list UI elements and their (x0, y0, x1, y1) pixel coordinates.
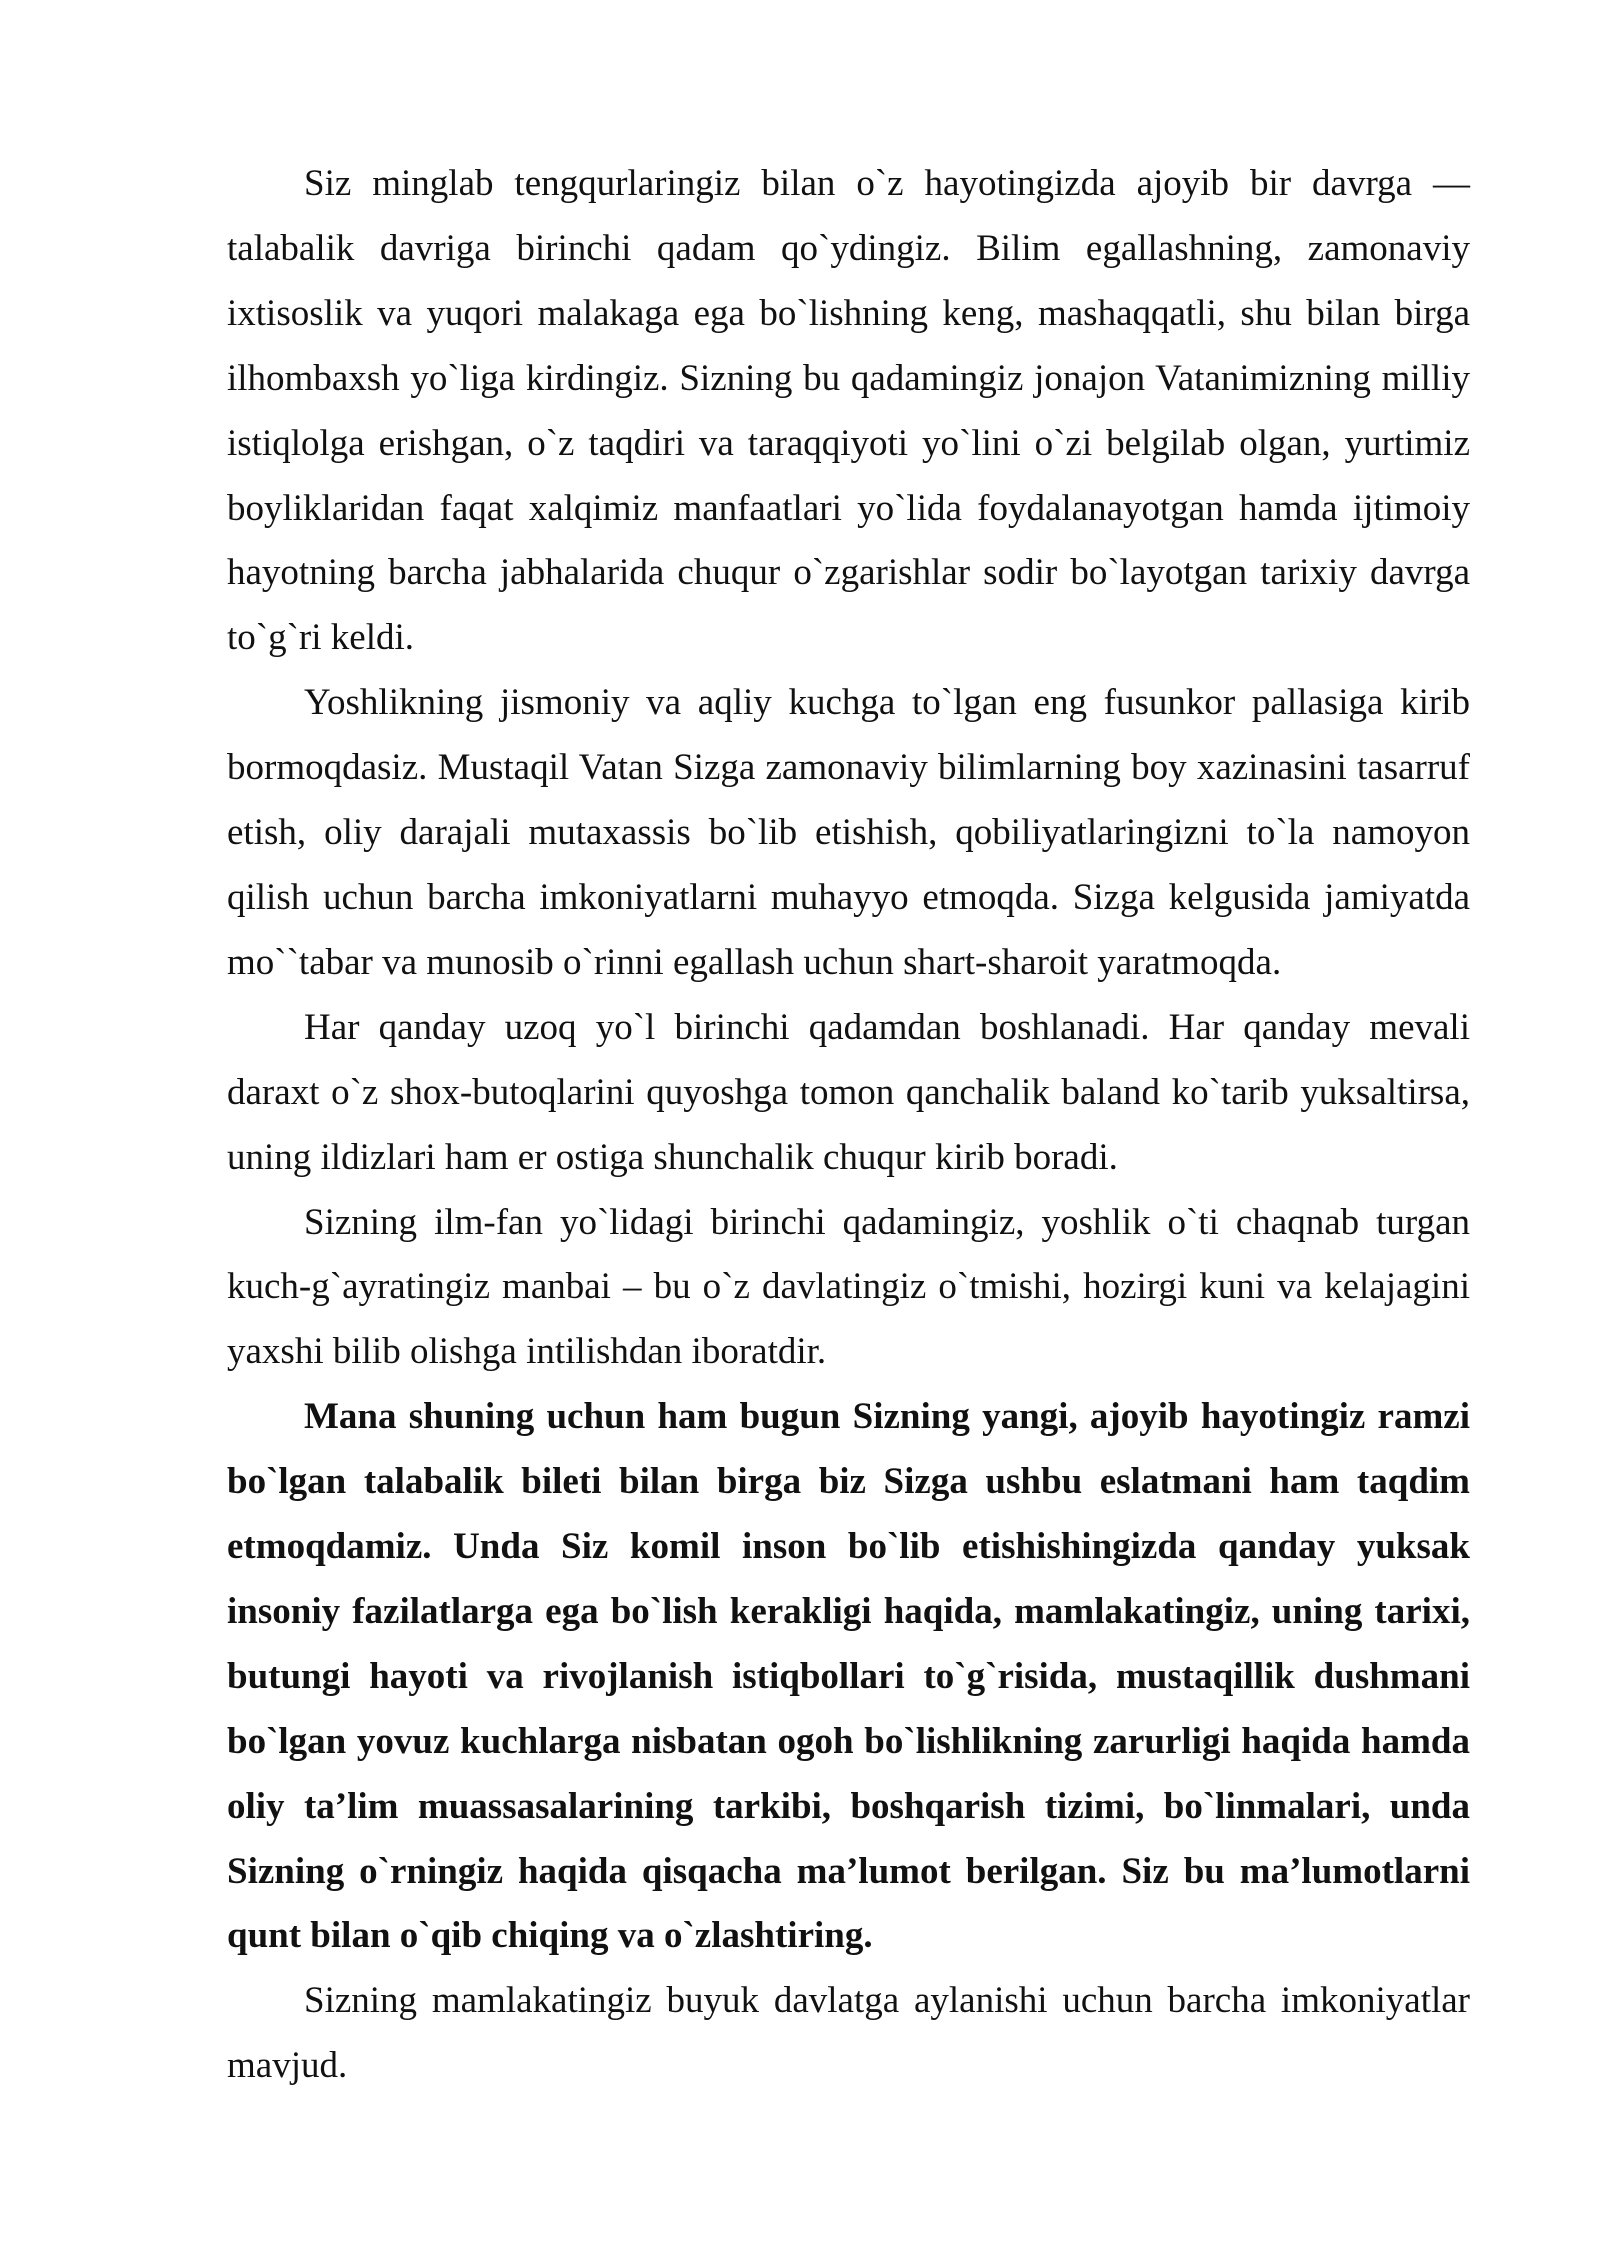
paragraph-closing: Sizning mamlakatingiz buyuk davlatga aylanishi uchun barcha imkoniyatlar mavjud. (227, 1980, 1470, 2087)
paragraph-reminder-bold: Mana shuning uchun ham bugun Sizning yangi, ajoyib hayotingiz ramzi bo`lgan talabalik bileti bilan birga biz Sizga ushbu eslatmani ham taqdim etmoqdamiz. Unda Siz komil inson bo`lib etishishingizda qanday yuksak insoniy fazilatlarga ega bo`lish kerakligi haqida, mamlakatingiz, uning tarixi, butungi hayoti va rivojlanish istiqbollari to`g`risida, mustaqillik dushmani bo`lgan yovuz kuchlarga nisbatan ogoh bo`lishlikning zarurligi haqida hamda oliy ta’lim muassasalarining tarkibi, boshqarish tizimi, bo`linmalari, unda Sizning o`rningiz haqida qisqacha ma’lumot berilgan. Siz bu ma’lumotlarni qunt bilan o`qib chiqing va o`zlashtiring. (227, 1396, 1470, 1957)
paragraph-first-step: Har qanday uzoq yo`l birinchi qadamdan boshlanadi. Har qanday mevali daraxt o`z shox-butoqlarini quyoshga tomon qanchalik baland ko`tarib yuksaltirsa, uning ildizlari ham er ostiga shunchalik chuqur kirib boradi. (227, 1006, 1470, 1178)
paragraph-science-path: Sizning ilm-fan yo`lidagi birinchi qadamingiz, yoshlik o`ti chaqnab turgan kuch-g`ayratingiz manbai – bu o`z davlatingiz o`tmishi, hozirgi kuni va kelajagini yaxshi bilib olishga intilishdan iboratdir. (227, 1201, 1470, 1373)
document-page (227, 152, 1470, 2099)
paragraph-youth: Yoshlikning jismoniy va aqliy kuchga to`lgan eng fusunkor pallasiga kirib bormoqdasiz. Mustaqil Vatan Sizga zamonaviy bilimlarning boy xazinasini tasarruf etish, oliy darajali mutaxassis bo`lib etishish, qobiliyatlaringizni to`la namoyon qilish uchun barcha imkoniyatlarni muhayyo etmoqda. Sizga kelgusida jamiyatda mo``tabar va munosib o`rinni egallash uchun shart-sharoit yaratmoqda. (227, 682, 1470, 983)
paragraph-intro: Siz minglab tengqurlaringiz bilan o`z hayotingizda ajoyib bir davrga — talabalik davriga birinchi qadam qo`ydingiz. Bilim egallashning, zamonaviy ixtisoslik va yuqori malakaga ega bo`lishning keng, mashaqqatli, shu bilan birga ilhombaxsh yo`liga kirdingiz. Sizning bu qadamingiz jonajon Vatanimizning milliy istiqlolga erishgan, o`z taqdiri va taraqqiyoti yo`lini o`zi belgilab olgan, yurtimiz boyliklaridan faqat xalqimiz manfaatlari yo`lida foydalanayotgan hamda ijtimoiy hayotning barcha jabhalarida chuqur o`zgarishlar sodir bo`layotgan tarixiy davrga to`g`ri keldi. (227, 163, 1470, 659)
